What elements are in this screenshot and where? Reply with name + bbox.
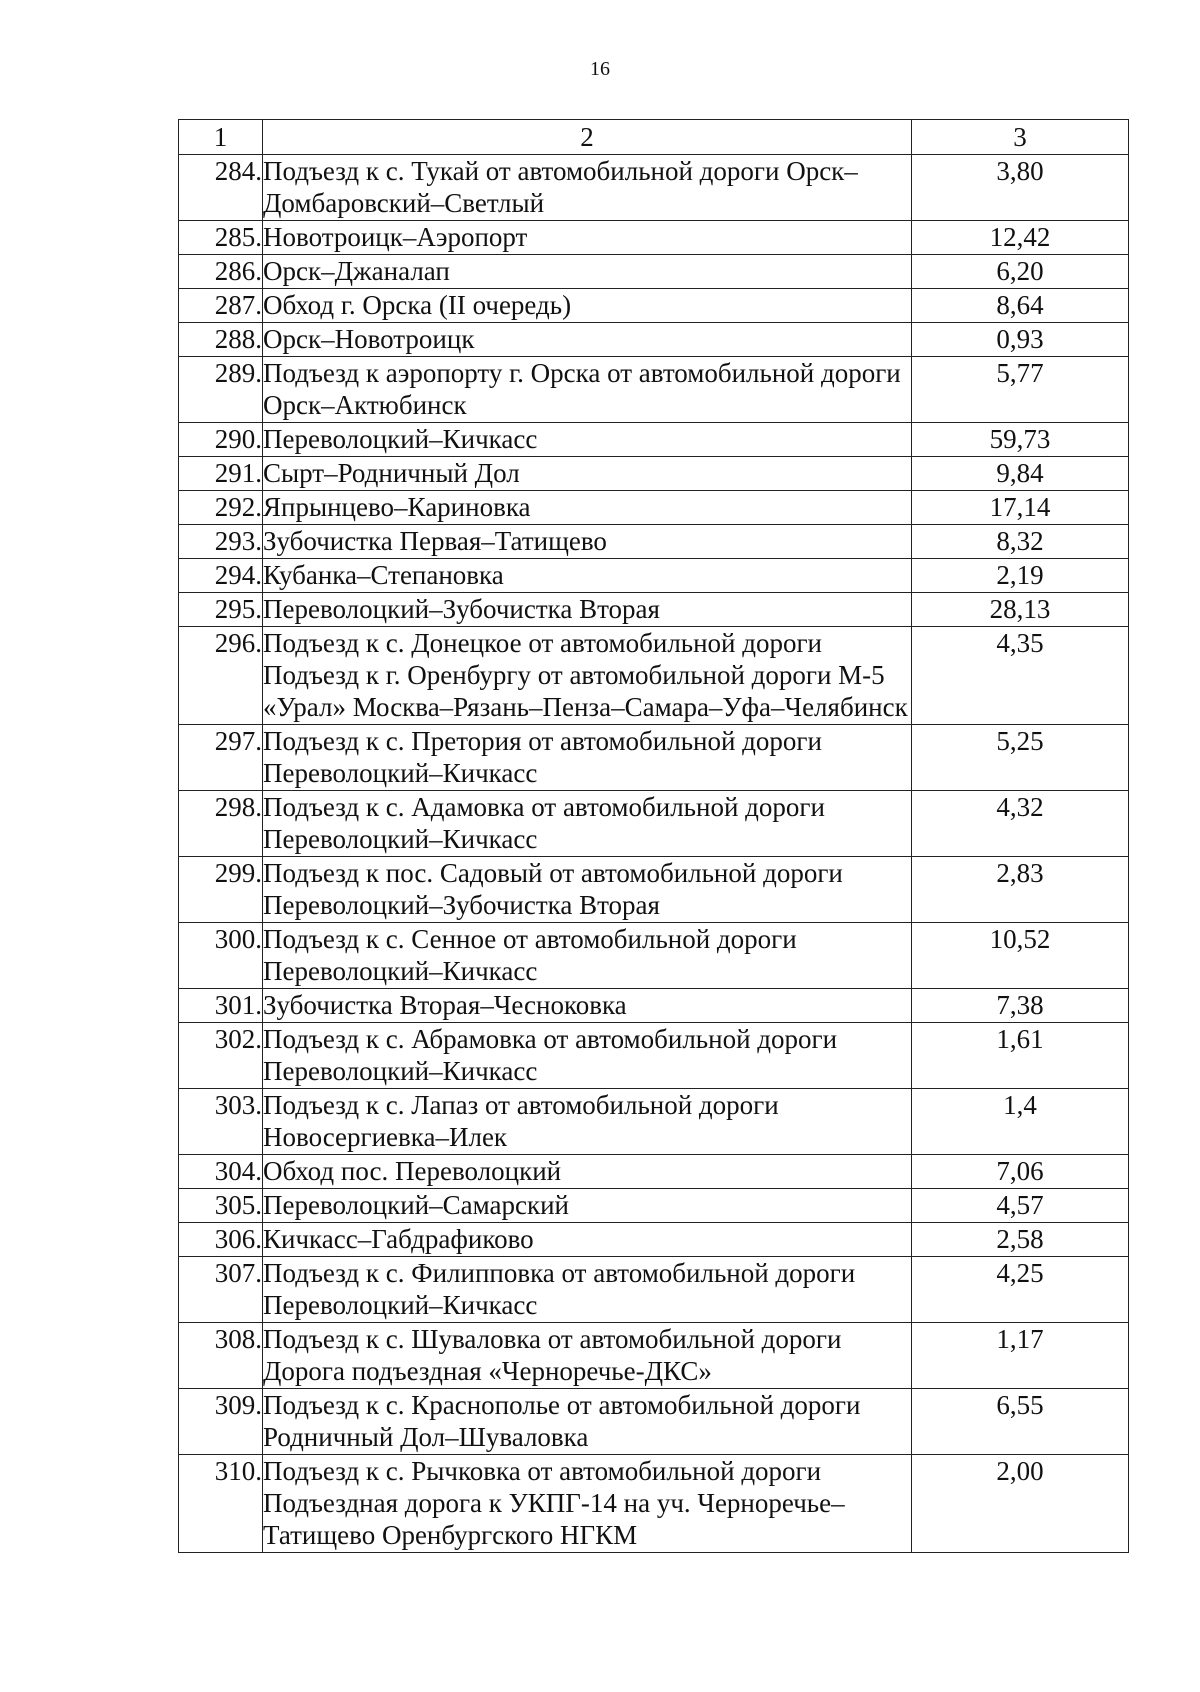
table-row [179,725,1129,791]
road-name: Переволоцкий–Зубочистка Вторая [263,593,912,627]
road-name: Подъезд к с. Рычковка от автомобильной дороги Подъездная дорога к УКПГ-14 на уч. Черноречье–Татищево Оренбургского НГКМ [263,1455,912,1553]
row-number: 304. [179,1155,263,1189]
road-length: 1,4 [912,1089,1129,1155]
page-number: 16 [590,58,610,80]
road-length: 8,32 [912,525,1129,559]
row-number: 300. [179,923,263,989]
road-name: Новотроицк–Аэропорт [263,221,912,255]
road-name: Кичкасс–Габдрафиково [263,1223,912,1257]
road-length: 6,20 [912,255,1129,289]
row-number: 294. [179,559,263,593]
row-number: 293. [179,525,263,559]
road-length: 5,25 [912,725,1129,791]
road-length: 6,55 [912,1389,1129,1455]
road-length: 7,38 [912,989,1129,1023]
road-name: Сырт–Родничный Дол [263,457,912,491]
road-length: 5,77 [912,357,1129,423]
table-row [179,989,1129,1023]
table-row [179,491,1129,525]
road-name: Переволоцкий–Кичкасс [263,423,912,457]
road-length: 2,19 [912,559,1129,593]
row-number: 284. [179,155,263,221]
row-number: 305. [179,1189,263,1223]
road-name: Переволоцкий–Самарский [263,1189,912,1223]
table-row [179,525,1129,559]
table-header [179,120,1129,155]
road-length: 28,13 [912,593,1129,627]
road-name: Зубочистка Первая–Татищево [263,525,912,559]
table-row [179,289,1129,323]
road-length: 2,58 [912,1223,1129,1257]
table-row [179,457,1129,491]
table-row [179,627,1129,725]
road-length: 8,64 [912,289,1129,323]
road-name: Подъезд к с. Донецкое от автомобильной дороги Подъезд к г. Оренбургу от автомобильной дороги М-5 «Урал» Москва–Рязань–Пенза–Самара–Уфа–Челябинск [263,627,912,725]
road-length: 4,35 [912,627,1129,725]
road-length: 9,84 [912,457,1129,491]
road-name: Подъезд к с. Лапаз от автомобильной дороги Новосергиевка–Илек [263,1089,912,1155]
road-name: Подъезд к с. Абрамовка от автомобильной дороги Переволоцкий–Кичкасс [263,1023,912,1089]
table-row [179,423,1129,457]
table-row [179,1323,1129,1389]
road-length: 7,06 [912,1155,1129,1189]
road-length: 2,83 [912,857,1129,923]
road-name: Подъезд к аэропорту г. Орска от автомобильной дороги Орск–Актюбинск [263,357,912,423]
road-name: Кубанка–Степановка [263,559,912,593]
road-name: Обход пос. Переволоцкий [263,1155,912,1189]
road-name: Обход г. Орска (II очередь) [263,289,912,323]
row-number: 301. [179,989,263,1023]
road-length: 4,57 [912,1189,1129,1223]
table-row [179,857,1129,923]
road-name: Подъезд к пос. Садовый от автомобильной дороги Переволоцкий–Зубочистка Вторая [263,857,912,923]
table-row [179,1023,1129,1089]
road-name: Подъезд к с. Претория от автомобильной дороги Переволоцкий–Кичкасс [263,725,912,791]
row-number: 299. [179,857,263,923]
road-name: Зубочистка Вторая–Чесноковка [263,989,912,1023]
row-number: 292. [179,491,263,525]
row-number: 303. [179,1089,263,1155]
road-name: Подъезд к с. Сенное от автомобильной дороги Переволоцкий–Кичкасс [263,923,912,989]
table-row [179,1223,1129,1257]
table-row [179,1257,1129,1323]
road-length: 10,52 [912,923,1129,989]
table-row [179,221,1129,255]
row-number: 287. [179,289,263,323]
row-number: 297. [179,725,263,791]
row-number: 309. [179,1389,263,1455]
row-number: 296. [179,627,263,725]
table-row [179,1389,1129,1455]
row-number: 308. [179,1323,263,1389]
row-number: 310. [179,1455,263,1553]
road-name: Подъезд к с. Тукай от автомобильной дороги Орск–Домбаровский–Светлый [263,155,912,221]
table-row [179,155,1129,221]
header-cell-value: 3 [912,120,1129,155]
roads-table [178,119,1129,1553]
table-row [179,1189,1129,1223]
road-name: Орск–Джаналап [263,255,912,289]
row-number: 295. [179,593,263,627]
road-length: 4,25 [912,1257,1129,1323]
table-row [179,1089,1129,1155]
row-number: 298. [179,791,263,857]
table-row [179,1455,1129,1553]
table-row [179,323,1129,357]
row-number: 288. [179,323,263,357]
row-number: 306. [179,1223,263,1257]
road-length: 3,80 [912,155,1129,221]
table-body [179,155,1129,1553]
road-length: 1,17 [912,1323,1129,1389]
road-length: 12,42 [912,221,1129,255]
road-length: 59,73 [912,423,1129,457]
table-row [179,791,1129,857]
row-number: 291. [179,457,263,491]
road-length: 17,14 [912,491,1129,525]
header-cell-name: 2 [263,120,912,155]
row-number: 286. [179,255,263,289]
table-row [179,593,1129,627]
row-number: 290. [179,423,263,457]
table-row [179,923,1129,989]
row-number: 285. [179,221,263,255]
road-name: Подъезд к с. Филипповка от автомобильной дороги Переволоцкий–Кичкасс [263,1257,912,1323]
row-number: 289. [179,357,263,423]
road-length: 0,93 [912,323,1129,357]
road-name: Подъезд к с. Адамовка от автомобильной дороги Переволоцкий–Кичкасс [263,791,912,857]
header-row [179,120,1129,155]
road-name: Подъезд к с. Краснополье от автомобильной дороги Родничный Дол–Шуваловка [263,1389,912,1455]
header-cell-number: 1 [179,120,263,155]
road-length: 1,61 [912,1023,1129,1089]
table-row [179,255,1129,289]
table-row [179,559,1129,593]
road-length: 4,32 [912,791,1129,857]
road-name: Орск–Новотроицк [263,323,912,357]
road-name: Подъезд к с. Шуваловка от автомобильной дороги Дорога подъездная «Черноречье-ДКС» [263,1323,912,1389]
road-length: 2,00 [912,1455,1129,1553]
table-row [179,357,1129,423]
table-row [179,1155,1129,1189]
road-name: Япрынцево–Кариновка [263,491,912,525]
row-number: 302. [179,1023,263,1089]
row-number: 307. [179,1257,263,1323]
